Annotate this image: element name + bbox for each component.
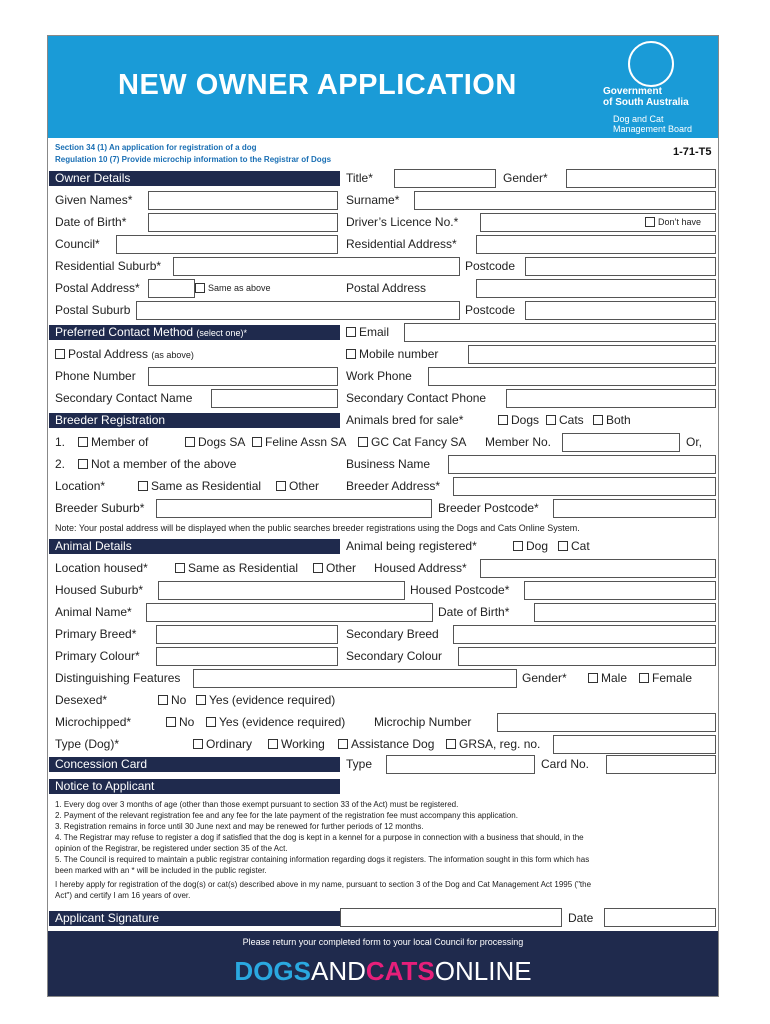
postal-suburb-field[interactable] (136, 301, 460, 320)
bred-label: Animals bred for sale* (346, 413, 464, 427)
form-code: 1-71-T5 (673, 146, 712, 158)
same-res-checkbox[interactable]: Same as Residential (138, 479, 261, 493)
desexed-no-checkbox[interactable]: No (158, 693, 186, 707)
female-checkbox[interactable]: Female (639, 671, 692, 685)
ordinary-checkbox[interactable]: Ordinary (193, 737, 252, 751)
given-names-label: Given Names* (55, 193, 133, 207)
cats-checkbox[interactable]: Cats (546, 413, 584, 427)
cat-checkbox[interactable]: Cat (558, 539, 590, 553)
title-field[interactable] (394, 169, 496, 188)
animal-being-label: Animal being registered* (346, 539, 477, 553)
option-1-label: 1. (55, 435, 66, 449)
microchipped-label: Microchipped* (55, 715, 132, 729)
postcode-field[interactable] (525, 257, 716, 276)
type-dog-label: Type (Dog)* (55, 737, 120, 751)
postal-address-field[interactable] (476, 279, 716, 298)
feline-checkbox[interactable]: Feline Assn SA (252, 435, 346, 449)
breeder-postcode-label: Breeder Postcode* (438, 501, 539, 515)
res-suburb-field[interactable] (173, 257, 460, 276)
gc-checkbox[interactable]: GC Cat Fancy SA (358, 435, 466, 449)
regulation-ref: Regulation 10 (7) Provide microchip information to the Registrar of Dogs (55, 155, 332, 164)
concession-type-field[interactable] (386, 755, 535, 774)
animal-details-bar: Animal Details (49, 539, 340, 554)
features-field[interactable] (193, 669, 517, 688)
business-label: Business Name (346, 457, 431, 471)
dogs-and-cats-online-logo: DOGSANDCATSONLINE (234, 956, 532, 986)
date-field[interactable] (604, 908, 716, 927)
notice-declaration: I hereby apply for registration of the dog(s) or cat(s) described above in my name, pursuant to section 3 of the Dog and Cat Management Act 1995 ("the (55, 880, 592, 889)
form-header (48, 36, 718, 138)
business-field[interactable] (448, 455, 716, 474)
housed-postcode-field[interactable] (524, 581, 716, 600)
surname-field[interactable] (414, 191, 716, 210)
postal-address-label: Postal Address* (55, 281, 140, 295)
phone-label: Phone Number (55, 369, 136, 383)
postal-address-label-2: Postal Address (346, 281, 427, 295)
member-of-checkbox[interactable]: Member of (78, 435, 148, 449)
sa-crest-icon (628, 41, 674, 87)
title-label: Title* (346, 171, 373, 185)
breeder-bar: Breeder Registration (49, 413, 340, 428)
desexed-yes-checkbox[interactable]: Yes (evidence required) (196, 693, 335, 707)
signature-bar: Applicant Signature (49, 911, 340, 926)
notice-line: 1. Every dog over 3 months of age (other than those exempt pursuant to section 33 of the Act) must be registered. (55, 800, 459, 809)
gender-field[interactable] (566, 169, 716, 188)
breeder-address-label: Breeder Address* (346, 479, 441, 493)
breeder-address-field[interactable] (453, 477, 716, 496)
notice-line: 5. The Council is required to maintain a public registrar containing information regarding dogs it registers. The information sought in this form which has (55, 855, 590, 864)
notice-line: been marked with an * will be included in the public register. (55, 866, 267, 875)
postal-address-short-field[interactable] (148, 279, 195, 298)
both-checkbox[interactable]: Both (593, 413, 631, 427)
board-logo-text: Dog and Cat Management Board (613, 114, 693, 134)
option-2-label: 2. (55, 457, 66, 471)
gov-logo-text: Government of South Australia (603, 86, 689, 108)
housed-suburb-field[interactable] (158, 581, 405, 600)
surname-label: Surname* (346, 193, 400, 207)
primary-colour-label: Primary Colour* (55, 649, 140, 663)
res-address-label: Residential Address* (346, 237, 457, 251)
application-form (47, 35, 719, 997)
location-label: Location* (55, 479, 106, 493)
postcode-field-2[interactable] (525, 301, 716, 320)
features-label: Distinguishing Features (55, 671, 181, 685)
member-no-field[interactable] (562, 433, 680, 452)
work-phone-field[interactable] (428, 367, 716, 386)
dob-label: Date of Birth* (55, 215, 127, 229)
card-no-label: Card No. (541, 757, 590, 771)
postcode-label: Postcode (465, 259, 516, 273)
animal-gender-label: Gender* (522, 671, 567, 685)
microchip-number-field[interactable] (497, 713, 716, 732)
card-no-field[interactable] (606, 755, 716, 774)
desexed-label: Desexed* (55, 693, 108, 707)
gender-label: Gender* (503, 171, 548, 185)
dog-checkbox[interactable]: Dog (513, 539, 548, 553)
concession-bar: Concession Card (49, 757, 340, 772)
notice-line: opinion of the Registrar, be registered under section 35 of the Act. (55, 844, 288, 853)
member-no-label: Member No. (485, 435, 552, 449)
postal-suburb-label: Postal Suburb (55, 303, 131, 317)
notice-bar: Notice to Applicant (49, 779, 340, 794)
microchip-no-checkbox[interactable]: No (166, 715, 194, 729)
signature-field[interactable] (340, 908, 562, 927)
or-label: Or, (686, 435, 703, 449)
housed-address-label: Housed Address* (374, 561, 467, 575)
notice-line: 3. Registration remains in force until 30 June next and may be renewed for further periods of 12 months. (55, 822, 424, 831)
sec-phone-label: Secondary Contact Phone (346, 391, 487, 405)
sec-phone-field[interactable] (506, 389, 716, 408)
housed-suburb-label: Housed Suburb* (55, 583, 144, 597)
working-checkbox[interactable]: Working (268, 737, 325, 751)
res-suburb-label: Residential Suburb* (55, 259, 162, 273)
dogs-checkbox[interactable]: Dogs (498, 413, 539, 427)
animal-dob-label: Date of Birth* (438, 605, 510, 619)
grsa-field[interactable] (553, 735, 716, 754)
not-member-checkbox[interactable]: Not a member of the above (78, 457, 236, 471)
concession-type-label: Type (346, 757, 373, 771)
housed-same-res-checkbox[interactable]: Same as Residential (175, 561, 298, 575)
dob-field[interactable] (148, 213, 338, 232)
other-checkbox[interactable]: Other (276, 479, 319, 493)
housed-address-field[interactable] (480, 559, 716, 578)
secondary-breed-field[interactable] (453, 625, 716, 644)
postcode-label-2: Postcode (465, 303, 516, 317)
notice-line: 2. Payment of the relevant registration fee and any fee for the late payment of the registration fee must accompany this application. (55, 811, 518, 820)
email-checkbox[interactable]: Email (346, 325, 389, 339)
contact-method-bar: Preferred Contact Method (select one)* (49, 325, 340, 340)
work-phone-label: Work Phone (346, 369, 412, 383)
animal-dob-field[interactable] (534, 603, 716, 622)
male-checkbox[interactable]: Male (588, 671, 627, 685)
microchip-number-label: Microchip Number (374, 715, 472, 729)
breeder-suburb-label: Breeder Suburb* (55, 501, 145, 515)
breeder-note: Note: Your postal address will be displayed when the public searches breeder registrations using the Dogs and Cats Online System. (55, 523, 580, 533)
primary-breed-field[interactable] (156, 625, 338, 644)
given-names-field[interactable] (148, 191, 338, 210)
date-label: Date (568, 911, 594, 925)
primary-colour-field[interactable] (156, 647, 338, 666)
mobile-checkbox[interactable]: Mobile number (346, 347, 438, 361)
mobile-field[interactable] (468, 345, 716, 364)
breeder-suburb-field[interactable] (156, 499, 432, 518)
sec-name-field[interactable] (211, 389, 338, 408)
notice-line: 4. The Registrar may refuse to register a dog if satisfied that the dog is kept in a kennel for a purpose in connection with a business that should, in the (55, 833, 584, 842)
owner-details-bar: Owner Details (49, 171, 340, 186)
secondary-colour-field[interactable] (458, 647, 716, 666)
council-label: Council* (55, 237, 100, 251)
email-field[interactable] (404, 323, 716, 342)
housed-other-checkbox[interactable]: Other (313, 561, 356, 575)
footer-instruction: Please return your completed form to your local Council for processing (242, 937, 524, 947)
res-address-field[interactable] (476, 235, 716, 254)
notice-declaration: Act") and certify I am 16 years of over. (55, 891, 191, 900)
form-footer (48, 931, 718, 996)
same-as-above-checkbox[interactable]: Same as above (195, 283, 271, 294)
animal-name-field[interactable] (146, 603, 433, 622)
dogs-sa-checkbox[interactable]: Dogs SA (185, 435, 245, 449)
secondary-colour-label: Secondary Colour (346, 649, 443, 663)
primary-breed-label: Primary Breed* (55, 627, 137, 641)
licence-label: Driver’s Licence No.* (346, 215, 459, 229)
housed-postcode-label: Housed Postcode* (410, 583, 510, 597)
phone-field[interactable] (148, 367, 338, 386)
assistance-checkbox[interactable]: Assistance Dog (338, 737, 434, 751)
grsa-checkbox[interactable]: GRSA, reg. no. (446, 737, 540, 751)
dont-have-checkbox[interactable]: Don’t have (645, 217, 701, 228)
council-field[interactable] (116, 235, 338, 254)
secondary-breed-label: Secondary Breed (346, 627, 439, 641)
breeder-postcode-field[interactable] (553, 499, 716, 518)
postal-contact-checkbox[interactable]: Postal Address (as above) (55, 347, 194, 361)
animal-name-label: Animal Name* (55, 605, 132, 619)
microchip-yes-checkbox[interactable]: Yes (evidence required) (206, 715, 345, 729)
page-title: NEW OWNER APPLICATION (118, 69, 517, 101)
sec-name-label: Secondary Contact Name (55, 391, 193, 405)
section-ref: Section 34 (1) An application for registration of a dog (55, 143, 257, 152)
loc-housed-label: Location housed* (55, 561, 148, 575)
